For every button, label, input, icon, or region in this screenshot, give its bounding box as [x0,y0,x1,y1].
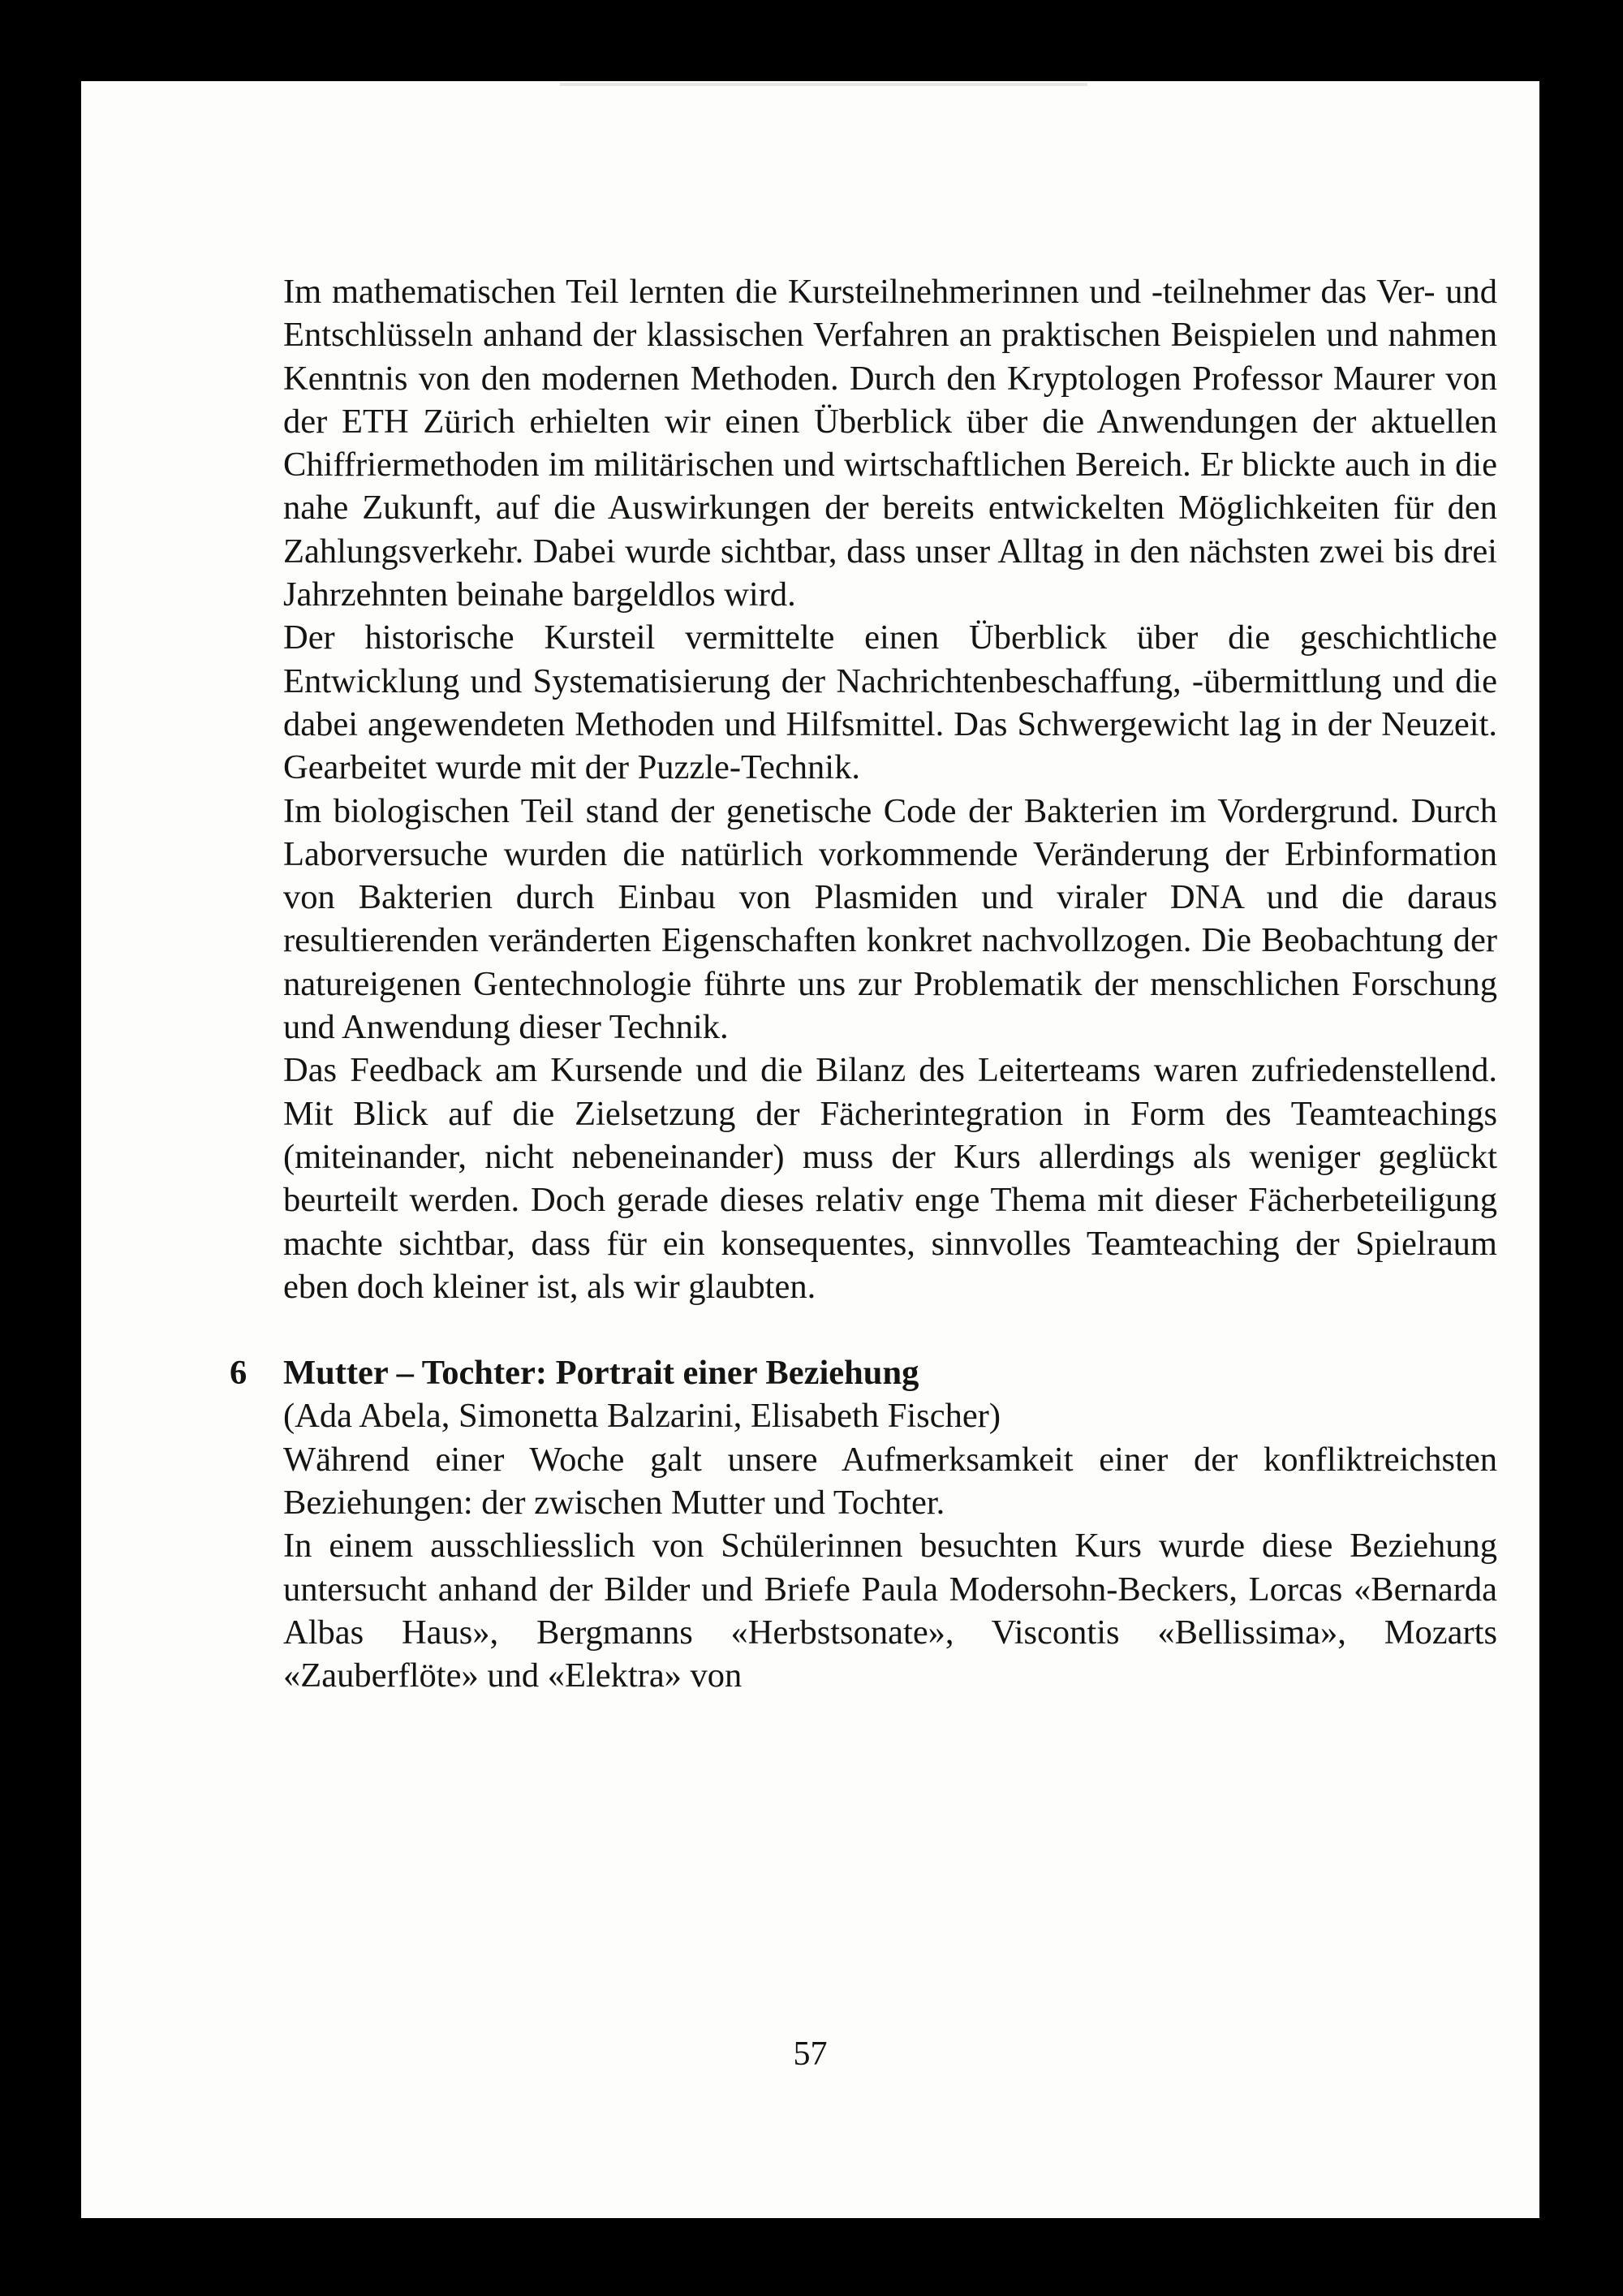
section-title: Mutter – Tochter: Portrait einer Beziehung [283,1354,919,1393]
document-page [81,81,1539,2218]
paragraph-biology: Im biologischen Teil stand der genetische Code der Bakterien im Vordergrund. Durch Laborversuche wurden die natürlich vorkommende Veränderung der Erbinformation von Bakterien durch Einbau von Plasmiden und viraler DNA und die daraus resultierenden veränderten Eigenschaften konkret nachvollzogen. Die Beobachtung der natureigenen Gentechnologie führte uns zur Problematik der menschlichen Forschung und Anwendung dieser Technik. [283,791,1497,1047]
section-paragraph-intro: Während einer Woche galt unsere Aufmerksamkeit einer der konfliktreichsten Beziehungen: der zwischen Mutter und Tochter. [283,1440,1497,1523]
paragraph-history: Der historische Kursteil vermittelte einen Überblick über die geschichtliche Entwicklung und Systematisierung der Nachrichtenbeschaffung, -übermittlung und die dabei angewendeten Methoden und Hilfsmittel. Das Schwergewicht lag in der Neuzeit. Gearbeitet wurde mit der Puzzle-Technik. [283,618,1497,787]
body-text [230,270,1497,1698]
section-authors: (Ada Abela, Simonetta Balzarini, Elisabeth Fischer) [283,1397,1001,1436]
paragraph-mathematics: Im mathematischen Teil lernten die Kursteilnehmerinnen und -teilnehmer das Ver- und Entschlüsseln anhand der klassischen Verfahren an praktischen Beispielen und nahmen Kenntnis von den modernen Methoden. Durch den Kryptologen Professor Maurer von der ETH Zürich erhielten wir einen Überblick über die Anwendungen der aktuellen Chiffriermethoden im militärischen und wirtschaftlichen Bereich. Er blickte auch in die nahe Zukunft, auf die Auswirkungen der bereits entwickelten Möglichkeiten für den Zahlungsverkehr. Dabei wurde sichtbar, dass unser Alltag in den nächsten zwei bis drei Jahrzehnten beinahe bargeldlos wird. [283,273,1497,614]
page-number: 57 [793,2035,828,2073]
section-6 [230,1351,1497,1697]
section-paragraph-course: In einem ausschliesslich von Schülerinnen besuchten Kurs wurde diese Beziehung untersucht anhand der Bilder und Briefe Paula Modersohn-Beckers, Lorcas «Bernarda Albas Haus», Bergmanns «Herbstsonate», Viscontis «Bellissima», Mozarts «Zauberflöte» und «Elektra» von [283,1527,1497,1695]
paragraph-feedback: Das Feedback am Kursende und die Bilanz des Leiterteams waren zufriedenstellend. Mit Blick auf die Zielsetzung der Fächerintegration in Form des Teamteachings (miteinander, nicht nebeneinander) muss der Kurs allerdings als weniger geglückt beurteilt werden. Doch gerade dieses relativ enge Thema mit dieser Fächerbeteiligung machte sichtbar, dass für ein konsequentes, sinnvolles Teamteaching der Spielraum eben doch kleiner ist, als wir glaubten. [283,1051,1497,1306]
faint-header-rule [560,83,1087,86]
section-number: 6 [230,1354,248,1393]
